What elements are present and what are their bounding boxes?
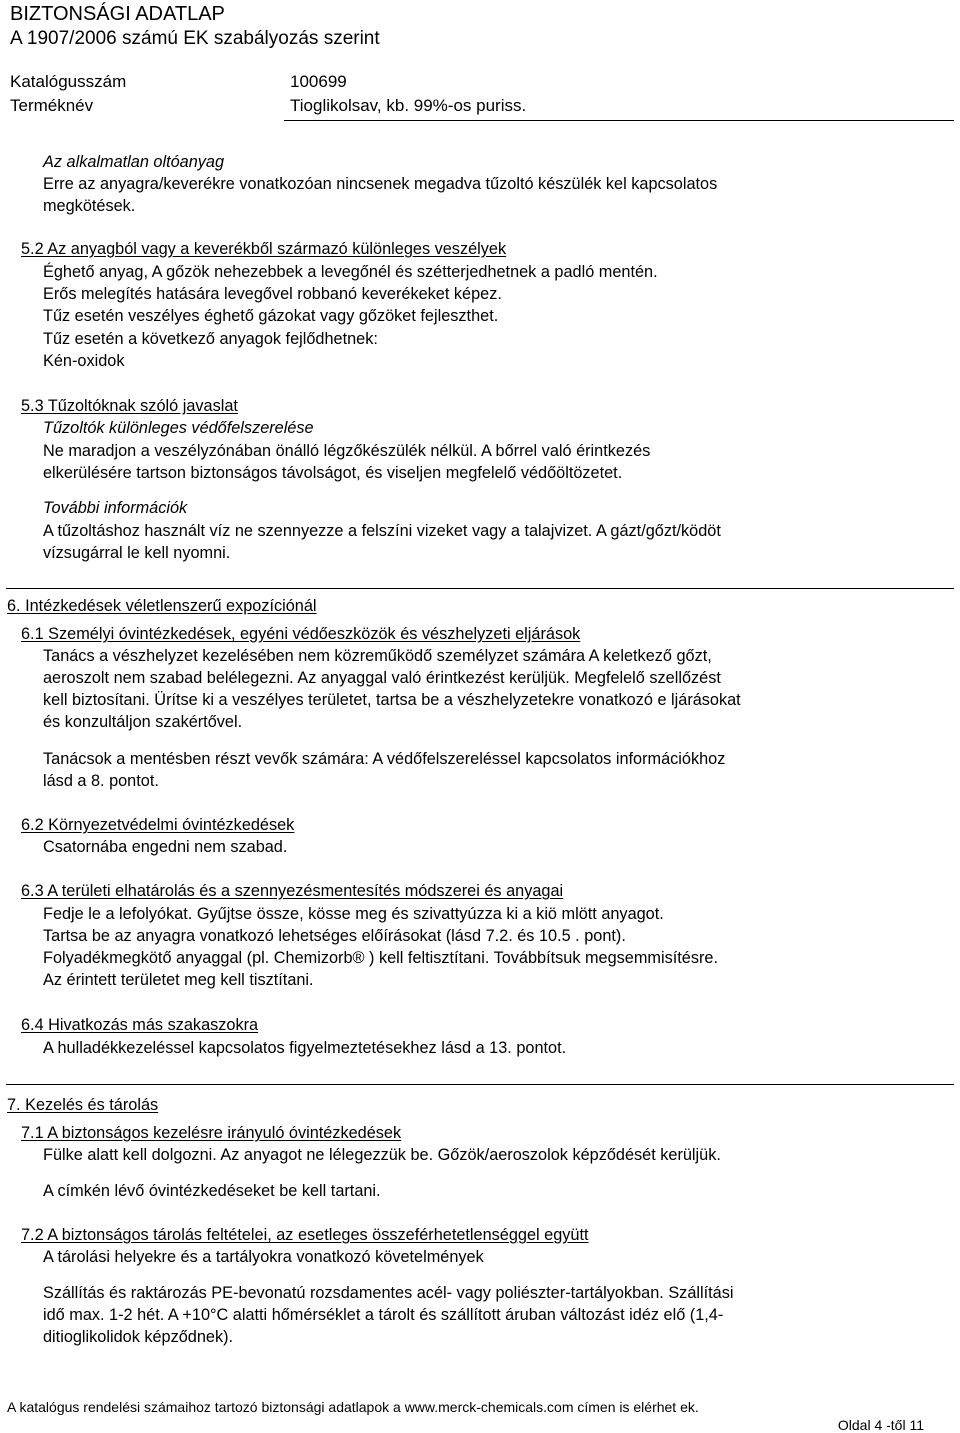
further-info-line: vízsugárral le kell nyomni. [43, 544, 231, 562]
catalog-number-value: 100699 [290, 72, 347, 91]
section-7-2-heading: 7.2 A biztonságos tárolás feltételei, az esetleges összeférhetetlenséggel együtt [21, 1226, 589, 1244]
unsuitable-media-text-2: megkötések. [43, 197, 136, 215]
section-6-3-line: Folyadékmegkötő anyaggal (pl. Chemizorb® ) kell feltisztítani. Továbbítsuk megsemmisítésre. [43, 949, 718, 967]
section-7-1-line: Fülke alatt kell dolgozni. Az anyagot ne lélegezzük be. Gőzök/aeroszolok képződését kerüljük. [43, 1146, 721, 1164]
section-6-4-line: A hulladékkezeléssel kapcsolatos figyelmeztetésekhez lásd a 13. pontot. [43, 1039, 567, 1057]
section-7-1-line: A címkén lévő óvintézkedéseket be kell tartani. [43, 1182, 381, 1200]
section-7-divider [6, 1084, 954, 1085]
section-6-1-line: és konzultáljon szakértővel. [43, 713, 243, 731]
section-5-3-heading: 5.3 Tűzoltóknak szóló javaslat [21, 397, 238, 415]
unsuitable-media-text-1: Erre az anyagra/keverékre vonatkozóan nincsenek megadva tűzoltó készülék kel kapcsolatos [43, 175, 718, 193]
section-5-2-line: Tűz esetén veszélyes éghető gázokat vagy gőzöket fejleszthet. [43, 307, 499, 325]
header-divider [284, 120, 954, 121]
section-6-1-rescue-line: Tanácsok a mentésben részt vevők számára: A védőfelszereléssel kapcsolatos információkhoz [43, 750, 726, 768]
section-6-1-rescue-line: lásd a 8. pontot. [43, 772, 159, 790]
section-5-3-line: Ne maradjon a veszélyzónában önálló légzőkészülék nélkül. A bőrrel való érintkezés [43, 442, 651, 460]
section-6-3-heading: 6.3 A területi elhatárolás és a szennyezésmentesítés módszerei és anyagai [21, 882, 564, 900]
section-6-1-line: aeroszolt nem szabad belélegezni. Az anyaggal való érintkezést kerüljük. Megfelelő szellőzést [43, 669, 721, 687]
section-6-1-line: Tanács a vészhelyzet kezelésében nem közreműködő személyzet számára A keletkező gőzt, [43, 647, 712, 665]
section-7-1-heading: 7.1 A biztonságos kezelésre irányuló óvintézkedések [21, 1124, 402, 1142]
catalog-number-label: Katalógusszám [10, 72, 127, 91]
section-6-1-heading: 6.1 Személyi óvintézkedések, egyéni védőeszközök és vészhelyzeti eljárások [21, 625, 581, 643]
further-info-line: A tűzoltáshoz használt víz ne szennyezze a felszíni vizeket vagy a talajvizet. A gázt/gőzt/ködöt [43, 522, 721, 540]
document-title: BIZTONSÁGI ADATLAP [10, 3, 225, 25]
section-6-1-line: kell biztosítani. Ürítse ki a veszélyes területet, tartsa be a vészhelyzetekre vonatkozó e ljárásokat [43, 691, 741, 709]
section-5-2-line: Tűz esetén a következő anyagok fejlődhetnek: [43, 330, 378, 348]
section-6-3-line: Az érintett területet meg kell tisztítani. [43, 971, 314, 989]
section-6-3-line: Tartsa be az anyagra vonatkozó lehetséges előírásokat (lásd 7.2. és 10.5 . pont). [43, 927, 626, 945]
section-7-heading: 7. Kezelés és tárolás [7, 1096, 159, 1114]
section-5-2-line: Kén-oxidok [43, 352, 125, 370]
product-name-label: Terméknév [10, 96, 94, 115]
footer-note: A katalógus rendelési számaihoz tartozó biztonsági adatlapok a www.merck-chemicals.com címen is elérhet ek. [7, 1399, 699, 1415]
product-name-value: Tioglikolsav, kb. 99%-os puriss. [290, 96, 527, 115]
section-6-4-heading: 6.4 Hivatkozás más szakaszokra [21, 1016, 259, 1034]
section-6-2-line: Csatornába engedni nem szabad. [43, 838, 288, 856]
section-7-2-line: ditioglikolidok képződnek). [43, 1328, 234, 1346]
section-7-2-line: idő max. 1-2 hét. A +10°C alatti hőmérséklet a tárolt és szállított áruban változást idéz elő (1,4- [43, 1306, 724, 1324]
section-5-3-subheading: Tűzoltók különleges védőfelszerelése [43, 419, 314, 437]
section-5-3-line: elkerülésére tartson biztonságos távolságot, és viseljen megfelelő védőöltözetet. [43, 464, 623, 482]
page-number: Oldal 4 -től 11 [837, 1417, 924, 1433]
section-6-2-heading: 6.2 Környezetvédelmi óvintézkedések [21, 816, 295, 834]
further-info-heading: További információk [43, 499, 188, 517]
unsuitable-media-heading: Az alkalmatlan oltóanyag [43, 153, 225, 171]
section-5-2-heading: 5.2 Az anyagból vagy a keverékből származó különleges veszélyek [21, 240, 507, 258]
section-6-heading: 6. Intézkedések véletlenszerű expozíciónál [7, 597, 317, 615]
section-6-divider [6, 588, 954, 589]
section-6-3-line: Fedje le a lefolyókat. Gyűjtse össze, kösse meg és szivattyúzza ki a kiö mlött anyagot. [43, 905, 664, 923]
section-5-2-line: Erős melegítés hatására levegővel robbanó keverékeket képez. [43, 285, 502, 303]
section-5-2-line: Éghető anyag, A gőzök nehezebbek a levegőnél és szétterjedhetnek a padló mentén. [43, 263, 658, 281]
section-7-2-line: Szállítás és raktározás PE-bevonatú rozsdamentes acél- vagy poliészter-tartályokban. Szállítási [43, 1284, 734, 1302]
section-7-2-line: A tárolási helyekre és a tartályokra vonatkozó követelmények [43, 1248, 484, 1266]
regulation-subtitle: A 1907/2006 számú EK szabályozás szerint [10, 28, 380, 49]
